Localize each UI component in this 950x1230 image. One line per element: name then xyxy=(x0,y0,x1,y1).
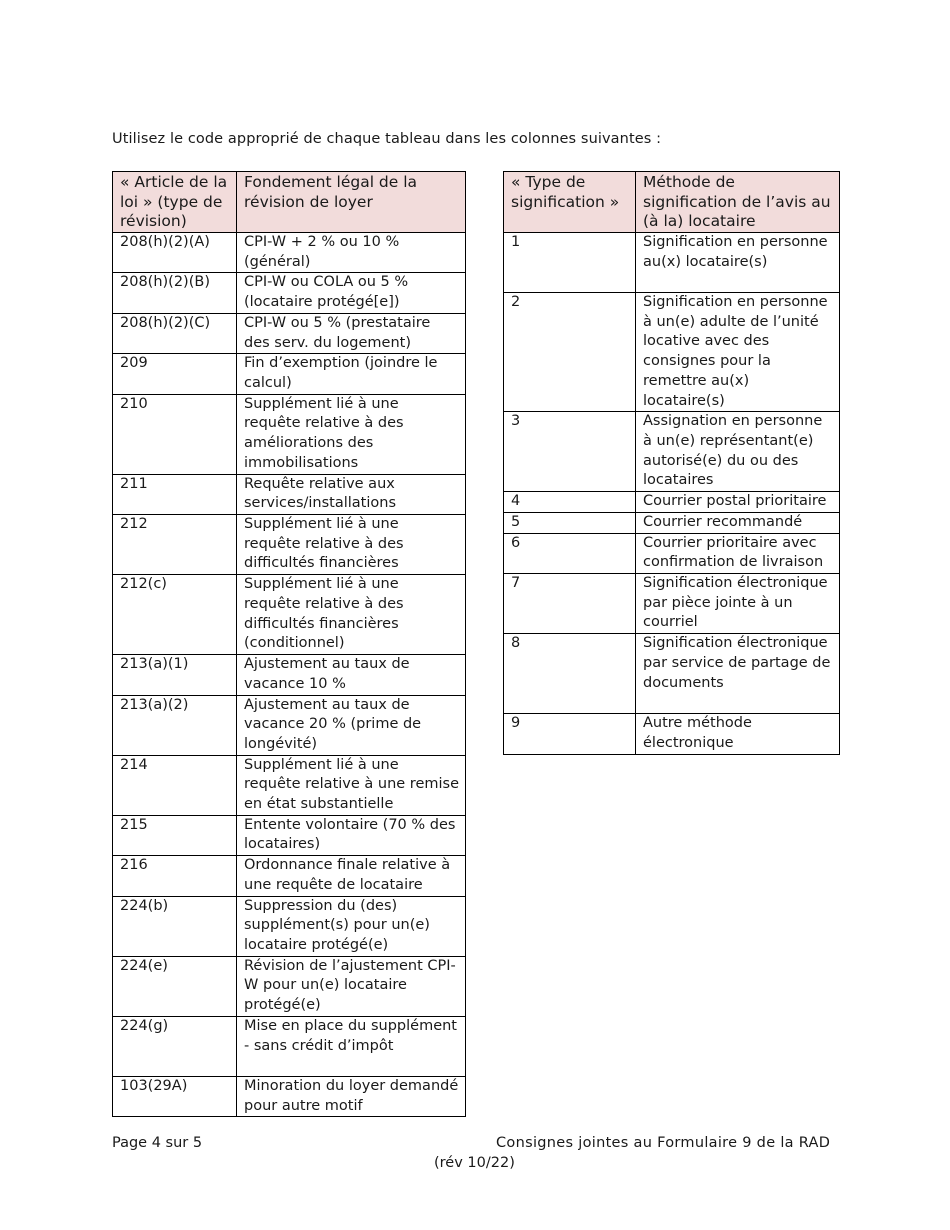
table-row xyxy=(113,575,466,655)
table-row xyxy=(113,394,466,474)
right-code-cell: 5 xyxy=(504,512,636,533)
right-code-cell: 4 xyxy=(504,492,636,513)
left-code-cell: 212(c) xyxy=(113,575,237,655)
right-description-cell: Signification en personne à un(e) adulte de l’unité locative avec des consignes pour la remettre au(x) locataire(s) xyxy=(636,293,840,412)
table-row xyxy=(113,354,466,394)
left-code-cell: 208(h)(2)(C) xyxy=(113,313,237,353)
page-number: Page 4 sur 5 xyxy=(112,1135,203,1151)
left-description-cell: Requête relative aux services/installations xyxy=(237,474,466,514)
left-description-cell: Ordonnance finale relative à une requête de locataire xyxy=(237,856,466,896)
right-code-cell: 7 xyxy=(504,574,636,634)
left-description-cell: Supplément lié à une requête relative à des difficultés financières (conditionnel) xyxy=(237,575,466,655)
table-row xyxy=(504,512,840,533)
right-code-cell: 8 xyxy=(504,634,636,714)
left-description-cell: Supplément lié à une requête relative à des difficultés financières xyxy=(237,515,466,575)
footer-title: Consignes jointes au Formulaire 9 de la RAD xyxy=(496,1135,831,1151)
right-description-cell: Signification électronique par service de partage de documents xyxy=(636,634,840,714)
right-description-cell: Autre méthode électronique xyxy=(636,714,840,754)
table-row xyxy=(504,533,840,573)
table-row xyxy=(504,714,840,754)
signification-type-table xyxy=(503,171,840,755)
right-code-cell: 9 xyxy=(504,714,636,754)
left-description-cell: CPI-W ou 5 % (prestataire des serv. du logement) xyxy=(237,313,466,353)
intro-text: Utilisez le code approprié de chaque tableau dans les colonnes suivantes : xyxy=(112,131,662,147)
left-code-cell: 213(a)(2) xyxy=(113,695,237,755)
table-header-row xyxy=(504,172,840,233)
left-code-cell: 211 xyxy=(113,474,237,514)
left-description-cell: Entente volontaire (70 % des locataires) xyxy=(237,815,466,855)
left-code-cell: 209 xyxy=(113,354,237,394)
table-row xyxy=(113,515,466,575)
table-row xyxy=(504,574,840,634)
table-row xyxy=(113,755,466,815)
right-code-cell: 6 xyxy=(504,533,636,573)
left-code-cell: 213(a)(1) xyxy=(113,655,237,695)
right-description-cell: Signification électronique par pièce jointe à un courriel xyxy=(636,574,840,634)
table-row xyxy=(113,233,466,273)
left-description-cell: Fin d’exemption (joindre le calcul) xyxy=(237,354,466,394)
table-row xyxy=(113,896,466,956)
left-description-cell: Minoration du loyer demandé pour autre motif xyxy=(237,1076,466,1116)
left-code-cell: 215 xyxy=(113,815,237,855)
header-article-de-la-loi: « Article de la loi » (type de révision) xyxy=(113,172,237,233)
left-description-cell: CPI-W + 2 % ou 10 % (général) xyxy=(237,233,466,273)
header-fondement-legal: Fondement légal de la révision de loyer xyxy=(237,172,466,233)
left-code-cell: 208(h)(2)(B) xyxy=(113,273,237,313)
table-row xyxy=(113,273,466,313)
table-row xyxy=(504,412,840,492)
right-code-cell: 1 xyxy=(504,233,636,293)
left-description-cell: Suppression du (des) supplément(s) pour un(e) locataire protégé(e) xyxy=(237,896,466,956)
table-row xyxy=(504,492,840,513)
table-row xyxy=(113,655,466,695)
header-methode-de-signification: Méthode de signification de l’avis au (à la) locataire xyxy=(636,172,840,233)
table-row xyxy=(113,1016,466,1076)
left-code-cell: 216 xyxy=(113,856,237,896)
left-description-cell: Ajustement au taux de vacance 20 % (prime de longévité) xyxy=(237,695,466,755)
footer-revision: (rév 10/22) xyxy=(434,1155,515,1171)
table-row xyxy=(504,634,840,714)
left-code-cell: 214 xyxy=(113,755,237,815)
table-row xyxy=(504,233,840,293)
table-row xyxy=(113,695,466,755)
left-code-cell: 224(g) xyxy=(113,1016,237,1076)
table-row xyxy=(504,293,840,412)
right-code-cell: 2 xyxy=(504,293,636,412)
right-description-cell: Courrier prioritaire avec confirmation de livraison xyxy=(636,533,840,573)
header-type-de-signification: « Type de signification » xyxy=(504,172,636,233)
right-description-cell: Courrier recommandé xyxy=(636,512,840,533)
left-code-cell: 103(29A) xyxy=(113,1076,237,1116)
right-description-cell: Assignation en personne à un(e) représentant(e) autorisé(e) du ou des locataires xyxy=(636,412,840,492)
left-code-cell: 208(h)(2)(A) xyxy=(113,233,237,273)
right-description-cell: Signification en personne au(x) locataire(s) xyxy=(636,233,840,293)
right-code-cell: 3 xyxy=(504,412,636,492)
left-description-cell: Supplément lié à une requête relative à des améliorations des immobilisations xyxy=(237,394,466,474)
left-code-cell: 210 xyxy=(113,394,237,474)
right-description-cell: Courrier postal prioritaire xyxy=(636,492,840,513)
table-header-row xyxy=(113,172,466,233)
table-row xyxy=(113,956,466,1016)
left-description-cell: Mise en place du supplément - sans crédit d’impôt xyxy=(237,1016,466,1076)
table-row xyxy=(113,815,466,855)
left-code-cell: 224(b) xyxy=(113,896,237,956)
revision-type-table xyxy=(112,171,466,1117)
left-description-cell: Révision de l’ajustement CPI-W pour un(e) locataire protégé(e) xyxy=(237,956,466,1016)
table-row xyxy=(113,1076,466,1116)
left-description-cell: Ajustement au taux de vacance 10 % xyxy=(237,655,466,695)
table-row xyxy=(113,474,466,514)
left-description-cell: Supplément lié à une requête relative à une remise en état substantielle xyxy=(237,755,466,815)
left-description-cell: CPI-W ou COLA ou 5 % (locataire protégé[e]) xyxy=(237,273,466,313)
left-code-cell: 212 xyxy=(113,515,237,575)
table-row xyxy=(113,313,466,353)
left-code-cell: 224(e) xyxy=(113,956,237,1016)
table-row xyxy=(113,856,466,896)
